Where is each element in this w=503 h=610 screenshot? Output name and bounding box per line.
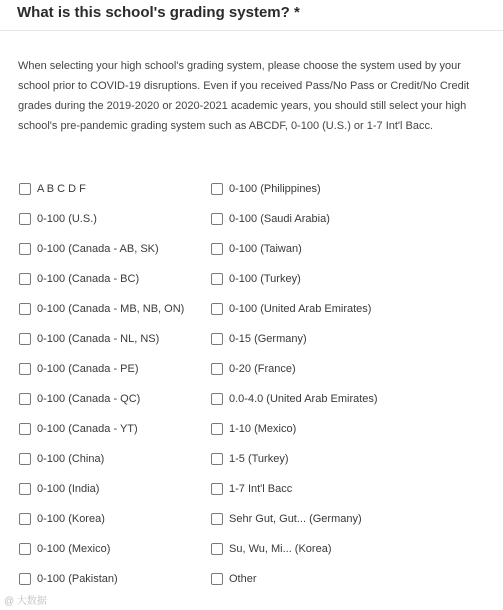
- option-0-100-canada-ab-sk[interactable]: [19, 241, 159, 257]
- option-0-100-canada-bc[interactable]: [19, 271, 139, 287]
- option-0-100-turkey[interactable]: [211, 271, 301, 287]
- question-title: What is this school's grading system? *: [17, 4, 300, 21]
- checkbox[interactable]: [211, 423, 223, 435]
- option-label: Sehr Gut, Gut... (Germany): [229, 513, 362, 525]
- option-0-15-germany[interactable]: [211, 331, 307, 347]
- option-label: 0-100 (Canada - YT): [37, 423, 138, 435]
- checkbox[interactable]: [211, 243, 223, 255]
- option-label: 0-100 (Pakistan): [37, 573, 118, 585]
- option-label: Su, Wu, Mi... (Korea): [229, 543, 332, 555]
- option-label: 1-7 Int'l Bacc: [229, 483, 293, 495]
- option-label: 1-5 (Turkey): [229, 453, 289, 465]
- option-label: 0-20 (France): [229, 363, 296, 375]
- option-label: Other: [229, 573, 257, 585]
- checkbox[interactable]: [19, 513, 31, 525]
- divider: [0, 30, 503, 31]
- option-0-100-canada-pe[interactable]: [19, 361, 139, 377]
- option-label: 0-100 (Saudi Arabia): [229, 213, 330, 225]
- option-label: 0-100 (Taiwan): [229, 243, 302, 255]
- option-label: 0.0-4.0 (United Arab Emirates): [229, 393, 378, 405]
- option-0-100-saudi-arabia[interactable]: [211, 211, 330, 227]
- question-description: When selecting your high school's grading system, please choose the system used by your school prior to COVID-19 disruptions. Even if you received Pass/No Pass or Credit/No Credit grades during the 2019-2020 or 2020-2021 academic years, you should still select your high school's pre-pandemic grading system such as ABCDF, 0-100 (U.S.) or 1-7 Int'l Bacc.: [18, 60, 470, 132]
- checkbox[interactable]: [19, 363, 31, 375]
- checkbox[interactable]: [19, 453, 31, 465]
- checkbox[interactable]: [19, 543, 31, 555]
- option-label: 0-100 (Korea): [37, 513, 105, 525]
- option-label: 0-100 (U.S.): [37, 213, 97, 225]
- option-0-100-canada-yt[interactable]: [19, 421, 138, 437]
- option-label: 0-100 (Canada - BC): [37, 273, 140, 285]
- checkbox[interactable]: [211, 543, 223, 555]
- option-0-100-philippines[interactable]: [211, 181, 321, 197]
- option-su-wu-mi-korea[interactable]: [211, 541, 332, 557]
- option-label: 0-100 (Canada - AB, SK): [37, 243, 159, 255]
- option-label: 0-100 (Turkey): [229, 273, 301, 285]
- option-0-100-korea[interactable]: [19, 511, 105, 527]
- checkbox[interactable]: [211, 273, 223, 285]
- option-a-b-c-d-f[interactable]: [19, 181, 86, 197]
- checkbox[interactable]: [19, 213, 31, 225]
- option-sehr-gut-germany[interactable]: [211, 511, 362, 527]
- option-0-100-us[interactable]: [19, 211, 97, 227]
- option-label: 1-10 (Mexico): [229, 423, 297, 435]
- checkbox[interactable]: [211, 183, 223, 195]
- checkbox[interactable]: [211, 393, 223, 405]
- option-0-100-pakistan[interactable]: [19, 571, 118, 587]
- watermark: @ 大数据: [4, 596, 47, 607]
- checkbox[interactable]: [19, 423, 31, 435]
- option-label: 0-100 (Canada - MB, NB, ON): [37, 303, 185, 315]
- option-1-7-intl-bacc[interactable]: [211, 481, 292, 497]
- checkbox[interactable]: [19, 183, 31, 195]
- option-0-100-mexico[interactable]: [19, 541, 110, 557]
- checkbox[interactable]: [19, 573, 31, 585]
- option-0-100-india[interactable]: [19, 481, 99, 497]
- checkbox[interactable]: [211, 303, 223, 315]
- option-label: 0-100 (India): [37, 483, 100, 495]
- option-label: 0-100 (Mexico): [37, 543, 111, 555]
- checkbox[interactable]: [19, 273, 31, 285]
- option-label: A B C D F: [37, 183, 86, 195]
- option-label: 0-100 (Canada - NL, NS): [37, 333, 160, 345]
- option-0-100-china[interactable]: [19, 451, 104, 467]
- option-0-100-taiwan[interactable]: [211, 241, 302, 257]
- option-label: 0-100 (Philippines): [229, 183, 321, 195]
- option-1-5-turkey[interactable]: [211, 451, 289, 467]
- option-0-20-france[interactable]: [211, 361, 296, 377]
- option-0-100-canada-nl-ns[interactable]: [19, 331, 159, 347]
- option-0-100-canada-mb-nb-on[interactable]: [19, 301, 184, 317]
- checkbox[interactable]: [19, 333, 31, 345]
- checkbox[interactable]: [19, 303, 31, 315]
- checkbox[interactable]: [19, 483, 31, 495]
- option-label: 0-100 (China): [37, 453, 105, 465]
- option-0-100-uae[interactable]: [211, 301, 371, 317]
- checkbox[interactable]: [211, 453, 223, 465]
- option-label: 0-15 (Germany): [229, 333, 307, 345]
- checkbox[interactable]: [211, 363, 223, 375]
- checkbox[interactable]: [19, 393, 31, 405]
- checkbox[interactable]: [211, 513, 223, 525]
- checkbox[interactable]: [19, 243, 31, 255]
- option-label: 0-100 (United Arab Emirates): [229, 303, 372, 315]
- checkbox[interactable]: [211, 483, 223, 495]
- checkbox[interactable]: [211, 213, 223, 225]
- option-label: 0-100 (Canada - QC): [37, 393, 141, 405]
- option-1-10-mexico[interactable]: [211, 421, 296, 437]
- option-0-4-uae[interactable]: [211, 391, 378, 407]
- option-label: 0-100 (Canada - PE): [37, 363, 139, 375]
- option-0-100-canada-qc[interactable]: [19, 391, 140, 407]
- checkbox[interactable]: [211, 333, 223, 345]
- option-other[interactable]: [211, 571, 257, 587]
- checkbox[interactable]: [211, 573, 223, 585]
